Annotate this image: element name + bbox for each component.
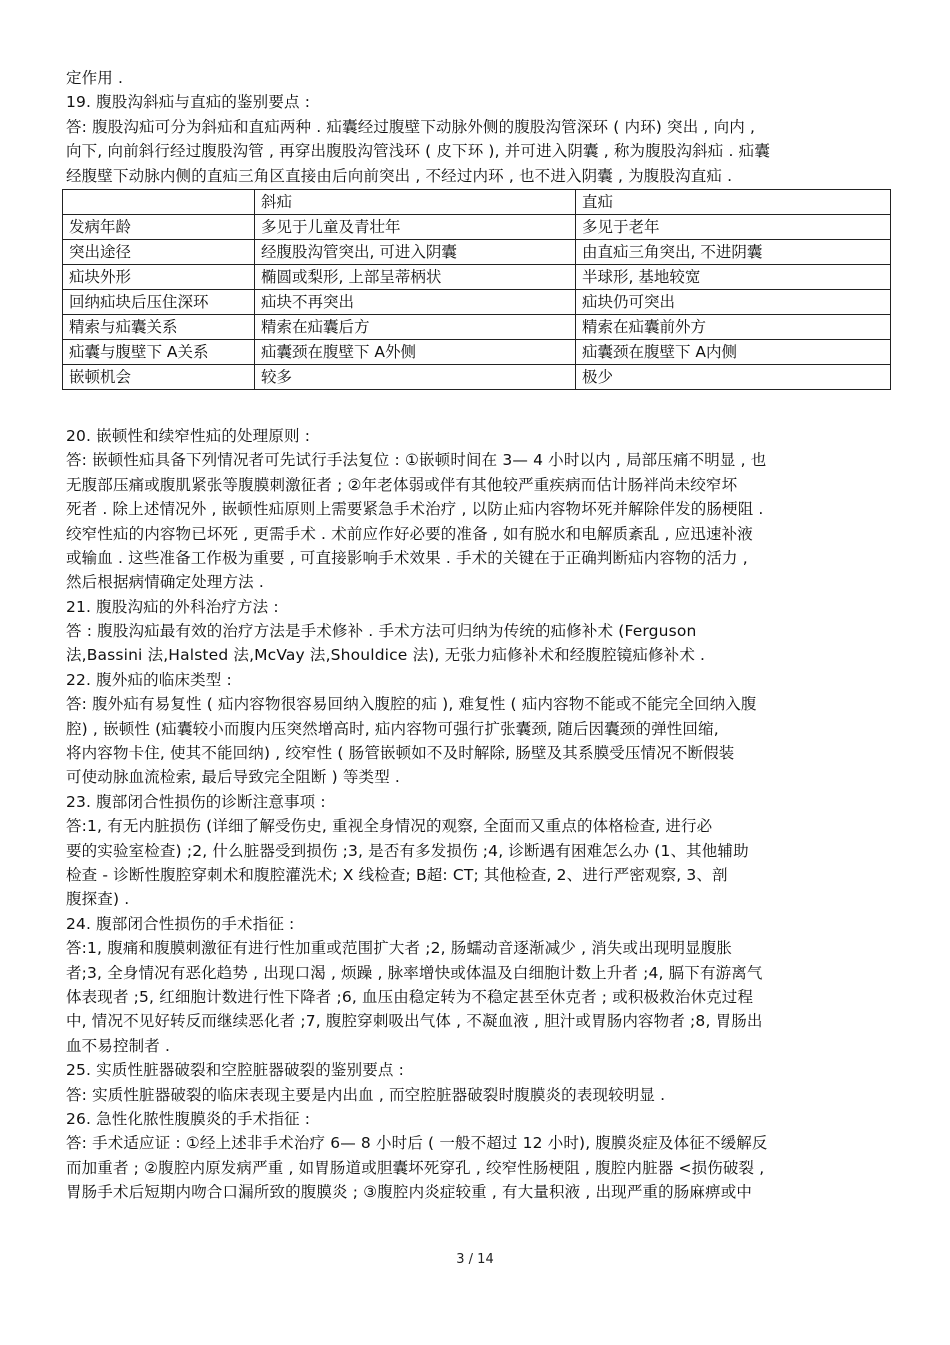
- text-line: 体表现者 ;5, 红细胞计数进行性下降者 ;6, 血压由稳定转为不稳定甚至休克者 ; 或积极救治休克过程: [66, 987, 754, 1006]
- table-cell: 半球形, 基地较宽: [576, 264, 891, 289]
- table-cell: 疝囊颈在腹壁下 A外侧: [255, 339, 576, 364]
- body-text: [66, 424, 892, 1205]
- document-page: [66, 66, 892, 1204]
- table-row: [63, 264, 891, 289]
- text-line: 者;3, 全身情况有恶化趋势 , 出现口渴 , 烦躁 , 脉率增快或体温及白细胞计数上升者 ;4, 膈下有游离气: [66, 963, 763, 982]
- text-line: 法,Bassini 法,Halsted 法,McVay 法,Shouldice 法), 无张力疝修补术和经腹腔镜疝修补术 .: [66, 646, 706, 665]
- text-line: 然后根据病情确定处理方法 .: [66, 573, 264, 592]
- table-cell: 精索在疝囊前外方: [576, 314, 891, 339]
- table-cell: 精索在疝囊后方: [255, 314, 576, 339]
- text-line: 可使动脉血流检索, 最后导致完全阻断 ) 等类型 .: [66, 768, 401, 787]
- text-line: 死者 . 除上述情况外 , 嵌顿性疝原则上需要紧急手术治疗 , 以防止疝内容物坏死并解除伴发的肠梗阻 .: [66, 500, 764, 519]
- text-line: 胃肠手术后短期内吻合口漏所致的腹膜炎 ; ③腹腔内炎症较重 , 有大量积液 , 出现严重的肠麻痹或中: [66, 1183, 753, 1202]
- table-cell: 疝块不再突出: [255, 289, 576, 314]
- text-line: 或输血 . 这些准备工作极为重要 , 可直接影响手术效果 . 手术的关键在于正确判断疝内容物的活力 ,: [66, 548, 748, 567]
- text-line: 答 : 腹股沟疝最有效的治疗方法是手术修补 . 手术方法可归纳为传统的疝修补术 (Ferguson: [66, 622, 697, 641]
- page-number: 3 / 14: [456, 1252, 494, 1267]
- section-heading: 21. 腹股沟疝的外科治疗方法 :: [66, 597, 279, 616]
- section-heading: 20. 嵌顿性和续窄性疝的处理原则 :: [66, 426, 311, 445]
- text-line: 定作用 .: [66, 69, 124, 87]
- text-line: 答: 实质性脏器破裂的临床表现主要是内出血 , 而空腔脏器破裂时腹膜炎的表现较明显 .: [66, 1085, 666, 1104]
- table-header-row: [63, 189, 891, 214]
- table-header-cell: [63, 189, 255, 214]
- table-cell: 较多: [255, 364, 576, 389]
- text-line: 腔) , 嵌顿性 (疝囊较小而腹内压突然增高时, 疝内容物可强行扩张囊颈, 随后因囊颈的弹性回缩,: [66, 719, 719, 738]
- table-cell: 多见于儿童及青壮年: [255, 214, 576, 239]
- text-line: 要的实验室检查) ;2, 什么脏器受到损伤 ;3, 是否有多发损伤 ;4, 诊断遇有困难怎么办 (1、其他辅助: [66, 841, 749, 860]
- text-line: 经腹壁下动脉内侧的直疝三角区直接由后向前突出 , 不经过内环 , 也不进入阴囊 , 为腹股沟直疝 .: [66, 166, 733, 185]
- hernia-comparison-table: [62, 189, 891, 390]
- table-cell: 嵌顿机会: [63, 364, 255, 389]
- text-line: 检查 - 诊断性腹腔穿刺术和腹腔灌洗术; X 线检查; B超: CT; 其他检查, 2、进行严密观察, 3、剖: [66, 865, 728, 884]
- table-row: [63, 289, 891, 314]
- text-line: 答: 腹外疝有易复性 ( 疝内容物很容易回纳入腹腔的疝 ), 难复性 ( 疝内容物不能或不能完全回纳入腹: [66, 695, 757, 714]
- text-line: 绞窄性疝的内容物已坏死 , 更需手术 . 术前应作好必要的准备 , 如有脱水和电解质紊乱 , 应迅速补液: [66, 524, 753, 543]
- text-line: 而加重者 ; ②腹腔内原发病严重 , 如胃肠道或胆囊坏死穿孔 , 绞窄性肠梗阻 , 腹腔内脏器 <损伤破裂 ,: [66, 1158, 765, 1177]
- table-row: [63, 339, 891, 364]
- section-heading: 22. 腹外疝的临床类型 :: [66, 670, 232, 689]
- table-cell: 回纳疝块后压住深环: [63, 289, 255, 314]
- spacer: [66, 390, 892, 424]
- table-header-cell: 直疝: [576, 189, 891, 214]
- text-line: 血不易控制者 .: [66, 1036, 171, 1055]
- text-line: 答:1, 腹痛和腹膜刺激征有进行性加重或范围扩大者 ;2, 肠蠕动音逐渐减少 , 消失或出现明显腹胀: [66, 939, 733, 958]
- section-heading: 26. 急性化脓性腹膜炎的手术指征 :: [66, 1109, 311, 1128]
- table-cell: 疝块仍可突出: [576, 289, 891, 314]
- table-cell: 突出途径: [63, 239, 255, 264]
- table-cell: 椭圆或梨形, 上部呈蒂柄状: [255, 264, 576, 289]
- text-line: 答:1, 有无内脏损伤 (详细了解受伤史, 重视全身情况的观察, 全面而又重点的体格检查, 进行必: [66, 817, 713, 836]
- table-cell: 由直疝三角突出, 不进阴囊: [576, 239, 891, 264]
- section-heading: 25. 实质性脏器破裂和空腔脏器破裂的鉴别要点 :: [66, 1061, 404, 1080]
- section-heading: 24. 腹部闭合性损伤的手术指征 :: [66, 914, 295, 933]
- section-heading: 19. 腹股沟斜疝与直疝的鉴别要点 :: [66, 93, 311, 112]
- table-row: [63, 364, 891, 389]
- table-cell: 极少: [576, 364, 891, 389]
- table-header-cell: 斜疝: [255, 189, 576, 214]
- text-line: 将内容物卡住, 使其不能回纳) , 绞窄性 ( 肠管嵌顿如不及时解除, 肠壁及其系膜受压情况不断假装: [66, 744, 735, 763]
- table-cell: 发病年龄: [63, 214, 255, 239]
- text-line: 答: 嵌顿性疝具备下列情况者可先试行手法复位 : ①嵌顿时间在 3— 4 小时以内 , 局部压痛不明显 , 也: [66, 451, 767, 470]
- text-line: 向下, 向前斜行经过腹股沟管 , 再穿出腹股沟管浅环 ( 皮下环 ), 并可进入阴囊 , 称为腹股沟斜疝 . 疝囊: [66, 142, 770, 161]
- table-cell: 经腹股沟管突出, 可进入阴囊: [255, 239, 576, 264]
- table-cell: 疝囊颈在腹壁下 A内侧: [576, 339, 891, 364]
- text-line: 腹探查) .: [66, 890, 130, 909]
- table-cell: 疝块外形: [63, 264, 255, 289]
- table-cell: 疝囊与腹壁下 A关系: [63, 339, 255, 364]
- text-line: 答: 手术适应证 : ①经上述非手术治疗 6— 8 小时后 ( 一般不超过 12 小时), 腹膜炎症及体征不缓解反: [66, 1134, 768, 1153]
- table-row: [63, 314, 891, 339]
- top-paragraph: [66, 66, 892, 188]
- text-line: 答: 腹股沟疝可分为斜疝和直疝两种 . 疝囊经过腹壁下动脉外侧的腹股沟管深环 ( 内环) 突出 , 向内 ,: [66, 117, 756, 136]
- table-row: [63, 239, 891, 264]
- table-row: [63, 214, 891, 239]
- text-line: 无腹部压痛或腹肌紧张等腹膜刺激征者 ; ②年老体弱或伴有其他较严重疾病而估计肠袢尚未绞窄坏: [66, 475, 738, 494]
- section-heading: 23. 腹部闭合性损伤的诊断注意事项 :: [66, 792, 326, 811]
- table-cell: 精索与疝囊关系: [63, 314, 255, 339]
- table-cell: 多见于老年: [576, 214, 891, 239]
- text-line: 中, 情况不见好转反而继续恶化者 ;7, 腹腔穿刺吸出气体 , 不凝血液 , 胆汁或胃肠内容物者 ;8, 胃肠出: [66, 1012, 763, 1031]
